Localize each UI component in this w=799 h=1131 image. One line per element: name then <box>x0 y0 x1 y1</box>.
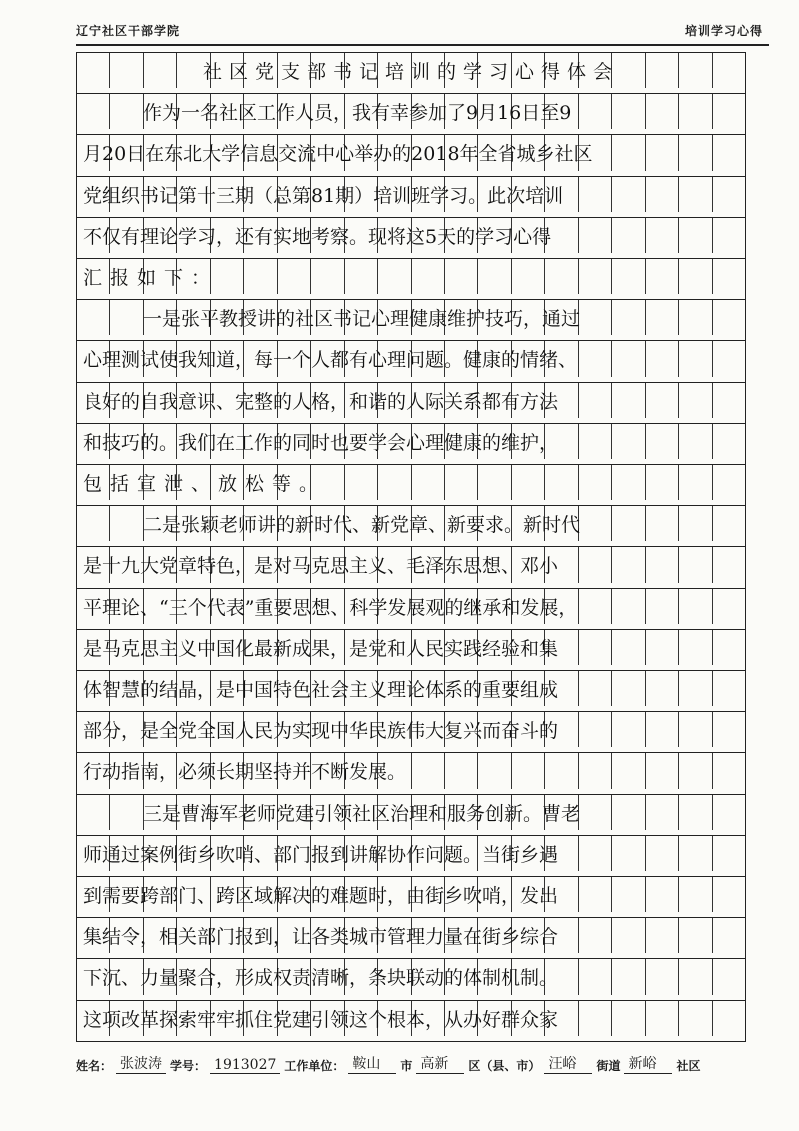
essay-line: 体智慧的结晶，是中国特色社会主义理论体系的重要组成 <box>83 679 559 702</box>
essay-line: 部分，是全党全国人民为实现中华民族伟大复兴而奋斗的 <box>83 720 559 743</box>
essay-line: 月20日在东北大学信息交流中心举办的2018年全省城乡社区 <box>83 143 593 166</box>
grid-line <box>77 258 745 294</box>
essay-line: 平理论、“三个代表”重要思想、科学发展观的继承和发展， <box>83 596 578 619</box>
district-field: 高新 <box>416 1053 464 1074</box>
student-id-label: 学号： <box>170 1059 207 1073</box>
grid-line <box>77 217 745 253</box>
essay-line: 下沉、力量聚合，形成权责清晰，条块联动的体制机制。 <box>83 967 559 990</box>
grid-line <box>77 546 745 582</box>
essay-line: 党组织书记第十三期（总第81期）培训班学习。此次培训 <box>83 184 564 207</box>
grid-line <box>77 340 745 376</box>
essay-line: 不仅有理论学习，还有实地考察。现将这5天的学习心得 <box>83 225 552 248</box>
grid-line <box>77 382 745 418</box>
street-suffix: 街道 <box>596 1059 621 1073</box>
header-institution: 辽宁社区干部学院 <box>76 24 181 38</box>
grid-line <box>77 917 745 953</box>
city-suffix: 市 <box>400 1059 413 1073</box>
essay-line: 心理测试使我知道，每一个人都有心理问题。健康的情绪、 <box>83 349 578 372</box>
grid-line <box>77 505 745 541</box>
essay-line: 集结令，相关部门报到，让各类城市管理力量在街乡综合 <box>83 926 559 949</box>
essay-line: 良好的自我意识、完整的人格，和谐的人际关系都有方法 <box>83 390 559 413</box>
district-suffix: 区（县、市） <box>468 1059 541 1073</box>
grid-line <box>77 958 745 994</box>
grid-line <box>77 93 745 129</box>
work-unit-label: 工作单位： <box>284 1059 345 1073</box>
essay-line: 作为一名社区工作人员，我有幸参加了9月16日至9 <box>143 102 572 125</box>
student-id-field: 1913027 <box>210 1057 280 1074</box>
grid-line <box>77 52 745 88</box>
community-suffix: 社区 <box>676 1059 701 1073</box>
essay-line: 到需要跨部门、跨区域解决的难题时，由街乡吹哨，发出 <box>83 885 559 908</box>
essay-line: 汇报如下： <box>83 267 219 290</box>
grid-line <box>77 711 745 747</box>
community-field: 新峪 <box>624 1053 672 1074</box>
city-field: 鞍山 <box>348 1053 396 1074</box>
grid-line <box>77 176 745 212</box>
grid-line <box>77 629 745 665</box>
grid-line <box>77 1000 745 1036</box>
essay-line: 三是曹海军老师党建引领社区治理和服务创新。曹老 <box>143 802 581 825</box>
grid-line <box>77 588 745 624</box>
essay-line: 行动指南，必须长期坚持并不断发展。 <box>83 761 407 784</box>
header-rule <box>76 44 769 46</box>
name-field: 张波涛 <box>116 1053 166 1074</box>
essay-line: 是马克思主义中国化最新成果，是党和人民实践经验和集 <box>83 637 559 660</box>
grid-line <box>77 835 745 871</box>
essay-title: 社区党支部书记培训的学习心得体会 <box>202 61 619 84</box>
essay-line: 这项改革探索牢牢抓住党建引领这个根本，从办好群众家 <box>83 1008 559 1031</box>
essay-line: 一是张平教授讲的社区书记心理健康维护技巧，通过 <box>143 308 581 331</box>
essay-line: 是十九大党章特色，是对马克思主义、毛泽东思想、邓小 <box>83 555 559 578</box>
footer-info <box>76 1048 769 1074</box>
essay-line: 师通过案例街乡吹哨、部门报到讲解协作问题。当街乡遇 <box>83 843 559 866</box>
grid-line <box>77 299 745 335</box>
essay-line: 包括宣泄、放松等。 <box>83 473 327 496</box>
grid-line <box>77 670 745 706</box>
grid-line <box>77 423 745 459</box>
grid-line <box>77 134 745 170</box>
grid-line <box>77 794 745 830</box>
header-doc-type: 培训学习心得 <box>684 24 763 38</box>
grid-line <box>77 876 745 912</box>
grid-line <box>77 752 745 788</box>
grid-line <box>77 464 745 500</box>
essay-line: 二是张颖老师讲的新时代、新党章、新要求。新时代 <box>143 514 581 537</box>
name-label: 姓名： <box>76 1059 113 1073</box>
essay-grid <box>76 52 746 1042</box>
street-field: 汪峪 <box>544 1053 592 1074</box>
essay-line: 和技巧的。我们在工作的同时也要学会心理健康的维护， <box>83 431 559 454</box>
